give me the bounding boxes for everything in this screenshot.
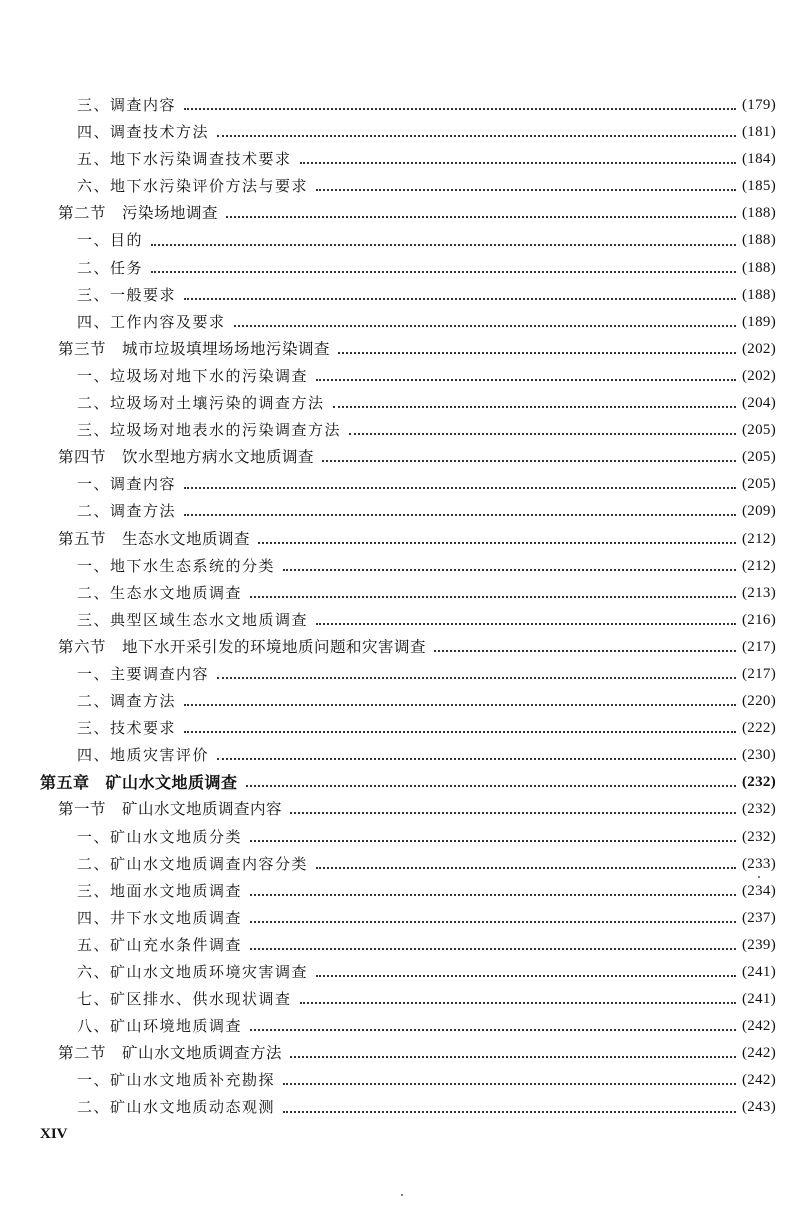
toc-entry-title: 二、任务	[77, 258, 144, 277]
toc-entry-title: 五、矿山充水条件调查	[77, 935, 243, 954]
toc-entry-page: (202)	[742, 367, 776, 384]
dot-leader	[184, 703, 736, 706]
dot-leader	[184, 730, 736, 733]
dot-leader	[184, 486, 736, 489]
dot-leader	[316, 188, 736, 191]
toc-entry-title: 城市垃圾填埋场场地污染调查	[122, 339, 331, 358]
dot-leader	[151, 270, 736, 273]
toc-entry-item	[0, 553, 800, 580]
dot-leader	[300, 161, 736, 164]
toc-entry-item	[0, 851, 800, 878]
toc-entry-page: (241)	[742, 991, 776, 1008]
toc-entry-page: (205)	[742, 422, 776, 439]
toc-entry-item	[0, 471, 800, 498]
toc-entry-section	[0, 634, 800, 661]
toc-entry-page: (233)	[742, 855, 776, 872]
toc-entry-item	[0, 661, 800, 688]
toc-entry-item	[0, 878, 800, 905]
toc-entry-item	[0, 959, 800, 986]
section-label: 第三节	[58, 339, 107, 358]
dot-leader	[250, 839, 736, 842]
toc-entry-item	[0, 417, 800, 444]
toc-entry-section	[0, 796, 800, 823]
toc-entry-item	[0, 255, 800, 282]
toc-entry-page: (241)	[742, 964, 776, 980]
chapter-label: 第五章	[40, 773, 90, 793]
toc-entry-page: (242)	[742, 1018, 776, 1035]
toc-entry-page: (243)	[742, 1099, 776, 1116]
toc-entry-page: (202)	[742, 340, 776, 357]
toc-entry-page: (212)	[742, 530, 776, 547]
toc-entry-title: 二、生态水文地质调查	[77, 583, 243, 602]
dot-leader	[349, 432, 736, 435]
toc-entry-page: (242)	[742, 1045, 776, 1062]
toc-entry-title: 矿山水文地质调查方法	[122, 1044, 283, 1063]
dot-leader	[234, 324, 736, 327]
toc-entry-item	[0, 363, 800, 390]
toc-entry-item	[0, 309, 800, 336]
toc-entry-page: (230)	[742, 747, 776, 764]
dot-leader	[338, 351, 736, 354]
toc-entry-page: (212)	[742, 557, 776, 574]
dot-leader	[283, 1082, 736, 1085]
page-number-folio: XIV	[40, 1126, 68, 1142]
dot-leader	[246, 784, 736, 787]
scan-speck	[401, 1194, 403, 1196]
toc-entry-title: 一、矿山水文地质补充勘探	[77, 1071, 276, 1090]
toc-entry-title: 三、调查内容	[77, 96, 177, 114]
toc-entry-title: 三、一般要求	[77, 285, 177, 304]
toc-entry-item	[0, 173, 800, 200]
toc-entry-item	[0, 390, 800, 417]
section-label: 第六节	[58, 637, 107, 656]
section-label: 第二节	[58, 204, 107, 223]
toc-entry-page: (234)	[742, 882, 776, 899]
toc-entry-title: 六、矿山水文地质环境灾害调查	[77, 963, 309, 981]
toc-entry-page: (217)	[742, 638, 776, 655]
toc-entry-section	[0, 1040, 800, 1067]
toc-entry-title: 四、地质灾害评价	[77, 746, 210, 765]
toc-entry-chapter	[0, 769, 800, 796]
dot-leader	[290, 1055, 736, 1058]
dot-leader	[333, 405, 736, 408]
dot-leader	[217, 134, 736, 137]
dot-leader	[434, 649, 736, 652]
toc-entry-title: 三、地面水文地质调查	[77, 881, 243, 900]
toc-entry-page: (181)	[742, 124, 776, 141]
dot-leader	[250, 1028, 736, 1031]
toc-entry-title: 一、垃圾场对地下水的污染调查	[77, 366, 309, 385]
toc-entry-page: (189)	[742, 313, 776, 330]
toc-entry-page: (205)	[742, 476, 776, 493]
dot-leader	[316, 378, 736, 381]
dot-leader	[300, 1001, 736, 1004]
toc-entry-title: 二、矿山水文地质调查内容分类	[77, 854, 309, 873]
dot-leader	[316, 866, 736, 869]
toc-entry-page: (205)	[742, 449, 776, 466]
toc-entry-title: 矿山水文地质调查内容	[122, 800, 283, 819]
toc-entry-item	[0, 742, 800, 769]
dot-leader	[184, 107, 736, 110]
toc-entry-item	[0, 1013, 800, 1040]
toc-entry-item	[0, 119, 800, 146]
toc-entry-title: 五、地下水污染调查技术要求	[77, 150, 292, 169]
dot-leader	[322, 459, 736, 462]
dot-leader	[283, 568, 736, 571]
toc-entry-title: 一、地下水生态系统的分类	[77, 556, 276, 575]
dot-leader	[316, 974, 736, 977]
toc-entry-title: 二、调查方法	[77, 692, 177, 711]
section-label: 第四节	[58, 448, 107, 467]
toc-entry-page: (232)	[742, 801, 776, 818]
toc-entry-page: (222)	[742, 720, 776, 737]
toc-entry-title: 七、矿区排水、供水现状调查	[77, 990, 292, 1009]
toc-entry-item	[0, 92, 800, 119]
toc-entry-item	[0, 282, 800, 309]
toc-entry-page: (184)	[742, 151, 776, 168]
toc-entry-title: 一、矿山水文地质分类	[77, 827, 243, 846]
toc-entry-title: 八、矿山环境地质调查	[77, 1017, 243, 1036]
toc-entry-title: 三、技术要求	[77, 719, 177, 738]
dot-leader	[217, 757, 736, 760]
dot-leader	[250, 947, 736, 950]
toc-entry-title: 地下水开采引发的环境地质问题和灾害调查	[122, 637, 427, 656]
toc-entry-title: 饮水型地方病水文地质调查	[122, 448, 315, 467]
toc-entry-page: (239)	[742, 936, 776, 953]
dot-leader	[250, 920, 736, 923]
toc-entry-page: (188)	[742, 286, 776, 303]
toc-entry-page: (220)	[742, 693, 776, 710]
toc-entry-page: (188)	[742, 259, 776, 276]
toc-entry-item	[0, 905, 800, 932]
toc-entry-page: (188)	[742, 232, 776, 249]
dot-leader	[250, 893, 736, 896]
toc-entry-item	[0, 607, 800, 634]
toc-entry-page: (179)	[742, 97, 776, 113]
toc-entry-title: 一、主要调查内容	[77, 664, 210, 683]
section-label: 第一节	[58, 800, 107, 819]
toc-entry-item	[0, 715, 800, 742]
toc-entry-title: 二、调查方法	[77, 502, 177, 521]
dot-leader	[250, 595, 736, 598]
toc-entry-page: (232)	[742, 828, 776, 845]
dot-leader	[217, 676, 736, 679]
toc-entry-title: 三、垃圾场对地表水的污染调查方法	[77, 421, 342, 440]
toc-entry-section	[0, 200, 800, 227]
toc-entry-item	[0, 227, 800, 254]
toc-entry-item	[0, 580, 800, 607]
toc-entry-item	[0, 688, 800, 715]
dot-leader	[283, 1110, 736, 1113]
table-of-contents	[0, 92, 800, 1122]
dot-leader	[184, 513, 736, 516]
toc-entry-title: 四、井下水文地质调查	[77, 908, 243, 927]
toc-entry-title: 二、矿山水文地质动态观测	[77, 1098, 276, 1117]
toc-entry-title: 四、工作内容及要求	[77, 312, 226, 331]
dot-leader	[290, 811, 736, 814]
toc-entry-section	[0, 444, 800, 471]
toc-entry-page: (216)	[742, 611, 776, 628]
toc-entry-page: (188)	[742, 205, 776, 222]
toc-entry-item	[0, 1067, 800, 1094]
dot-leader	[316, 622, 736, 625]
toc-entry-item	[0, 498, 800, 525]
toc-entry-title: 一、调查内容	[77, 475, 177, 494]
toc-entry-title: 污染场地调查	[122, 204, 219, 223]
scan-speck	[758, 876, 760, 878]
toc-entry-page: (217)	[742, 665, 776, 682]
dot-leader	[151, 243, 736, 246]
section-label: 第五节	[58, 529, 107, 548]
toc-entry-title: 矿山水文地质调查	[105, 773, 238, 793]
toc-entry-title: 三、典型区域生态水文地质调查	[77, 610, 309, 629]
toc-entry-title: 四、调查技术方法	[77, 123, 210, 142]
toc-entry-title: 二、垃圾场对土壤污染的调查方法	[77, 394, 325, 413]
toc-entry-section	[0, 526, 800, 553]
dot-leader	[226, 215, 736, 218]
dot-leader	[258, 541, 736, 544]
toc-entry-page: (204)	[742, 395, 776, 412]
toc-entry-page: (213)	[742, 584, 776, 601]
toc-entry-item	[0, 932, 800, 959]
toc-entry-item	[0, 146, 800, 173]
dot-leader	[184, 297, 736, 300]
toc-entry-title: 生态水文地质调查	[122, 529, 251, 548]
toc-entry-page: (232)	[742, 774, 776, 791]
toc-entry-page: (242)	[742, 1072, 776, 1089]
toc-entry-title: 六、地下水污染评价方法与要求	[77, 177, 309, 196]
toc-entry-item	[0, 986, 800, 1013]
toc-entry-title: 一、目的	[77, 231, 144, 250]
toc-entry-section	[0, 336, 800, 363]
toc-entry-item	[0, 824, 800, 851]
toc-entry-item	[0, 1094, 800, 1121]
toc-entry-page: (209)	[742, 503, 776, 520]
toc-entry-page: (237)	[742, 909, 776, 926]
section-label: 第二节	[58, 1044, 107, 1063]
toc-entry-page: (185)	[742, 178, 776, 195]
